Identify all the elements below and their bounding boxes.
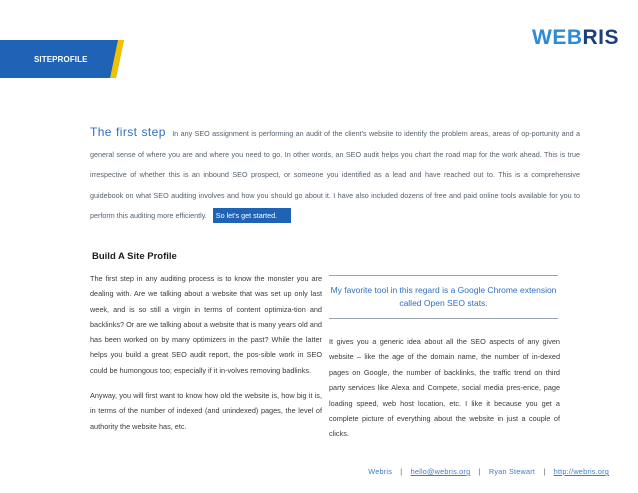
- logo-part-web: WEB: [532, 26, 583, 49]
- pull-quote: [329, 275, 558, 319]
- intro-text: In any SEO assignment is performing an audit of the client's website to identify the problem areas, areas of op-portunity and a general sense of where you are and where you need to go. In other words, an SEO audit helps you chart the road map for the work ahead. This is true irrespective of whether this is an inbound SEO prospect, or someone you identified as a lead and have reached out to. This is a comprehensive guidebook on what SEO auditing involves and how you should go about it. I have also included dozens of free and paid online tools available for you to perform this auditing more efficiently.: [90, 129, 580, 220]
- footer-email-link[interactable]: hello@webris.org: [410, 467, 471, 476]
- intro-cta: So let's get started.: [213, 208, 291, 223]
- left-paragraph-1: The first step in any auditing process is to know the monster you are dealing with. Are we talking about a website that was set up only last week, and is so still a virgin in terms of content optimiza-tion and backlinks? Or are we talking about a website that is many years old and has been worked on by many optimizers in the past? While the latter helps you build a great SEO audit report, the pos-sible work in SEO could be humongous too; especially if it in-volves removing badlinks.: [90, 274, 322, 375]
- left-column: [90, 271, 322, 444]
- right-paragraph: It gives you a generic idea about all the SEO aspects of any given website – like the age of the domain name, the number of in-dexed pages on Google, the number of backlinks, the traffic trend on third party services like Alexa and Compete, social media pres-ence, page loading speed, web host location, etc. I like it because you get a complete picture of everything about the website in just a couple of clicks.: [329, 337, 560, 439]
- banner-label: SITEPROFILE: [34, 55, 88, 64]
- intro-lead: The first step: [90, 125, 166, 139]
- intro-paragraph: [90, 122, 580, 227]
- right-column: [329, 334, 560, 442]
- footer-separator: |: [478, 467, 481, 476]
- footer-separator: |: [543, 467, 546, 476]
- section-title: Build A Site Profile: [92, 251, 177, 262]
- logo-part-ris: RIS: [582, 26, 620, 49]
- webris-logo: [532, 26, 619, 50]
- footer: [368, 467, 609, 476]
- footer-url-link[interactable]: http://webris.org: [553, 467, 609, 476]
- footer-brand: Webris: [368, 467, 393, 476]
- footer-author: Ryan Stewart: [488, 467, 536, 476]
- left-paragraph-2: Anyway, you will first want to know how old the website is, how big it is, in terms of the number of indexed (and unindexed) pages, the level of authority the website has, etc.: [90, 391, 322, 431]
- section-banner: [0, 40, 124, 78]
- footer-separator: |: [400, 467, 403, 476]
- pull-quote-text: My favorite tool in this regard is a Google Chrome extension called Open SEO stats.: [330, 285, 557, 308]
